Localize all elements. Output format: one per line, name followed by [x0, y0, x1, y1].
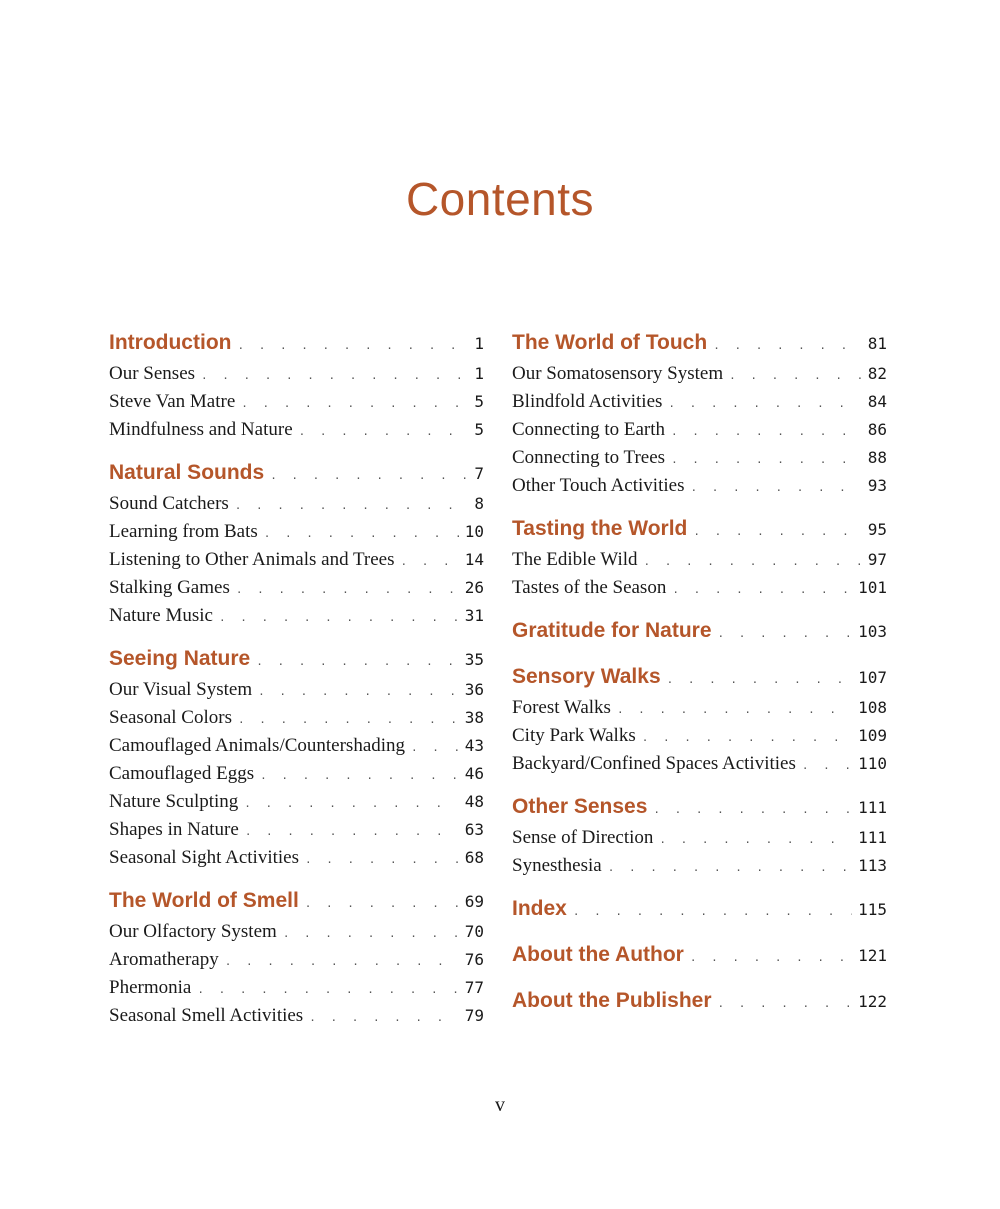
dot-leader — [642, 724, 852, 752]
toc-entry-page-number: 97 — [867, 550, 887, 569]
toc-entry — [109, 918, 484, 946]
toc-entry — [512, 574, 887, 602]
toc-section-heading — [109, 326, 484, 360]
dot-leader — [241, 390, 468, 418]
toc-entry-page-number: 108 — [858, 698, 887, 717]
toc-entry — [109, 760, 484, 788]
dot-leader — [653, 793, 852, 827]
toc-section-heading-page-number: 69 — [464, 892, 484, 911]
toc-entry — [512, 750, 887, 778]
toc-entry-label: Sense of Direction — [512, 827, 654, 848]
toc-section-heading — [512, 512, 887, 546]
dot-leader — [235, 492, 469, 520]
toc-entry — [512, 852, 887, 880]
toc-entry — [109, 518, 484, 546]
dot-leader — [671, 418, 862, 446]
toc-section — [512, 326, 887, 500]
toc-entry-page-number: 48 — [464, 792, 484, 811]
toc-section-heading-page-number: 111 — [858, 798, 887, 817]
toc-entry — [109, 490, 484, 518]
toc-entry-page-number: 68 — [464, 848, 484, 867]
toc-section-heading-label: Sensory Walks — [512, 665, 661, 688]
dot-leader — [411, 734, 459, 762]
toc-section — [512, 790, 887, 880]
toc-section — [512, 984, 887, 1018]
dot-leader — [197, 976, 458, 1004]
toc-entry-label: Stalking Games — [109, 577, 230, 598]
dot-leader — [690, 941, 852, 975]
dot-leader — [718, 617, 853, 651]
toc-section-heading-page-number: 81 — [867, 334, 887, 353]
toc-entry-page-number: 79 — [464, 1006, 484, 1025]
toc-entry-page-number: 5 — [474, 392, 484, 411]
toc-section-heading-label: Natural Sounds — [109, 461, 265, 484]
toc-entry-page-number: 43 — [464, 736, 484, 755]
toc-entry-page-number: 82 — [867, 364, 887, 383]
dot-leader — [299, 418, 469, 446]
toc-section — [512, 938, 887, 972]
toc-entry-label: Tastes of the Season — [512, 577, 667, 598]
dot-leader — [617, 696, 852, 724]
dot-leader — [305, 887, 459, 921]
toc-entry-page-number: 8 — [474, 494, 484, 513]
toc-entry — [512, 444, 887, 472]
toc-entry-label: Our Somatosensory System — [512, 363, 724, 384]
dot-leader — [236, 576, 459, 604]
toc-entry-page-number: 101 — [858, 578, 887, 597]
toc-entry — [109, 946, 484, 974]
dot-leader — [283, 920, 459, 948]
toc-entry-label: Shapes in Nature — [109, 819, 239, 840]
toc-entry-page-number: 93 — [867, 476, 887, 495]
toc-entry-page-number: 46 — [464, 764, 484, 783]
toc-entry — [512, 360, 887, 388]
toc-section — [109, 456, 484, 630]
dot-leader — [659, 826, 852, 854]
toc-entry — [512, 416, 887, 444]
toc-entry — [109, 788, 484, 816]
toc-entry-label: Blindfold Activities — [512, 391, 663, 412]
toc-entry — [109, 816, 484, 844]
toc-entry-label: Our Olfactory System — [109, 921, 277, 942]
toc-entry — [109, 360, 484, 388]
dot-leader — [729, 362, 862, 390]
toc-entry-label: Backyard/Confined Spaces Activities — [512, 753, 796, 774]
dot-leader — [305, 846, 459, 874]
dot-leader — [644, 548, 862, 576]
toc-entry-page-number: 10 — [464, 522, 484, 541]
toc-section-heading-label: Other Senses — [512, 795, 648, 818]
toc-entry — [109, 602, 484, 630]
toc-section-heading — [109, 456, 484, 490]
toc-entry-label: Seasonal Sight Activities — [109, 847, 299, 868]
toc-section — [512, 892, 887, 926]
toc-section-heading-label: Tasting the World — [512, 517, 688, 540]
toc-entry — [109, 704, 484, 732]
toc-entry-page-number: 77 — [464, 978, 484, 997]
toc-section-heading — [512, 614, 887, 648]
toc-section-heading — [512, 326, 887, 360]
toc-entry — [512, 472, 887, 500]
page-title: Contents — [405, 173, 595, 225]
toc-entry-label: Listening to Other Animals and Trees — [109, 549, 395, 570]
toc-entry — [109, 732, 484, 760]
toc-entry — [512, 388, 887, 416]
toc-section-heading-label: The World of Smell — [109, 889, 299, 912]
dot-leader — [671, 446, 862, 474]
toc-entry — [109, 676, 484, 704]
toc-entry-page-number: 86 — [867, 420, 887, 439]
toc-entry-label: Synesthesia — [512, 855, 602, 876]
dot-leader — [401, 548, 459, 576]
toc-entry-label: Sound Catchers — [109, 493, 229, 514]
toc-entry-page-number: 88 — [867, 448, 887, 467]
dot-leader — [713, 329, 862, 363]
toc-section-heading-page-number: 121 — [858, 946, 887, 965]
dot-leader — [309, 1004, 459, 1032]
toc-section — [109, 326, 484, 444]
toc-entry — [109, 388, 484, 416]
toc-section-heading — [512, 938, 887, 972]
toc-section-heading-page-number: 1 — [474, 334, 484, 353]
toc-section — [512, 614, 887, 648]
toc-entry-page-number: 38 — [464, 708, 484, 727]
dot-leader — [264, 520, 459, 548]
toc-section-heading-page-number: 7 — [474, 464, 484, 483]
dot-leader — [802, 752, 852, 780]
toc-column-left — [109, 326, 484, 1042]
toc-section-heading-page-number: 115 — [858, 900, 887, 919]
toc-section — [512, 512, 887, 602]
toc-entry — [109, 416, 484, 444]
toc-entry-page-number: 84 — [867, 392, 887, 411]
toc-section — [109, 642, 484, 872]
dot-leader — [672, 576, 852, 604]
dot-leader — [256, 645, 459, 679]
dot-leader — [260, 762, 459, 790]
toc-entry-label: Our Visual System — [109, 679, 253, 700]
toc-entry-label: Camouflaged Eggs — [109, 763, 255, 784]
toc-entry-page-number: 110 — [858, 754, 887, 773]
toc-section-heading-label: Gratitude for Nature — [512, 619, 712, 642]
dot-leader — [608, 854, 852, 882]
toc-section-heading-label: About the Author — [512, 943, 684, 966]
toc-entry-label: Other Touch Activities — [512, 475, 685, 496]
toc-entry-label: City Park Walks — [512, 725, 636, 746]
toc-section-heading-label: Seeing Nature — [109, 647, 251, 670]
toc-section-heading — [109, 884, 484, 918]
dot-leader — [668, 390, 861, 418]
toc-entry-label: Seasonal Smell Activities — [109, 1005, 304, 1026]
dot-leader — [245, 818, 459, 846]
toc-entry-page-number: 63 — [464, 820, 484, 839]
toc-entry-label: Our Senses — [109, 363, 196, 384]
dot-leader — [573, 895, 852, 929]
toc-entry-label: Connecting to Earth — [512, 419, 666, 440]
toc-section-heading-page-number: 122 — [858, 992, 887, 1011]
toc-entry-label: Connecting to Trees — [512, 447, 666, 468]
toc-section-heading-label: The World of Touch — [512, 331, 708, 354]
dot-leader — [219, 604, 459, 632]
dot-leader — [258, 678, 459, 706]
toc-entry-label: Camouflaged Animals/Countershading — [109, 735, 406, 756]
toc-entry-label: Nature Sculpting — [109, 791, 239, 812]
toc-section-heading — [109, 642, 484, 676]
toc-section-heading-page-number: 107 — [858, 668, 887, 687]
toc-section-heading — [512, 660, 887, 694]
toc-entry — [109, 1002, 484, 1030]
toc-entry-label: Steve Van Matre — [109, 391, 236, 412]
dot-leader — [667, 663, 852, 697]
toc-entry-page-number: 70 — [464, 922, 484, 941]
dot-leader — [270, 459, 468, 493]
toc-section-heading-page-number: 35 — [464, 650, 484, 669]
toc-entry-page-number: 36 — [464, 680, 484, 699]
toc-entry-page-number: 113 — [858, 856, 887, 875]
toc-section-heading-page-number: 103 — [858, 622, 887, 641]
toc-entry-page-number: 31 — [464, 606, 484, 625]
toc-section-heading — [512, 892, 887, 926]
toc-section-heading-page-number: 95 — [867, 520, 887, 539]
toc-section-heading-label: Index — [512, 897, 567, 920]
toc-entry — [109, 546, 484, 574]
dot-leader — [237, 329, 468, 363]
toc-entry — [512, 694, 887, 722]
toc-section — [109, 884, 484, 1030]
dot-leader — [238, 706, 459, 734]
dot-leader — [693, 515, 861, 549]
dot-leader — [718, 987, 853, 1021]
page-number: v — [495, 1094, 505, 1116]
toc-entry-page-number: 1 — [474, 364, 484, 383]
toc-entry-label: Seasonal Colors — [109, 707, 232, 728]
dot-leader — [201, 362, 468, 390]
toc-entry-page-number: 26 — [464, 578, 484, 597]
toc-entry — [512, 722, 887, 750]
toc-entry-page-number: 14 — [464, 550, 484, 569]
dot-leader — [225, 948, 459, 976]
toc-entry-label: The Edible Wild — [512, 549, 638, 570]
toc-entry-label: Phermonia — [109, 977, 192, 998]
toc-section-heading-label: Introduction — [109, 331, 232, 354]
toc-section-heading — [512, 790, 887, 824]
toc-section-heading-label: About the Publisher — [512, 989, 712, 1012]
toc-column-right — [512, 326, 887, 1030]
toc-entry — [109, 574, 484, 602]
toc-entry-label: Aromatherapy — [109, 949, 219, 970]
dot-leader — [690, 474, 861, 502]
toc-entry — [512, 546, 887, 574]
toc-section — [512, 660, 887, 778]
dot-leader — [244, 790, 458, 818]
toc-section-heading — [512, 984, 887, 1018]
toc-entry-label: Nature Music — [109, 605, 213, 626]
toc-entry — [109, 844, 484, 872]
toc-entry-label: Forest Walks — [512, 697, 611, 718]
toc-entry-label: Mindfulness and Nature — [109, 419, 293, 440]
toc-entry — [512, 824, 887, 852]
toc-entry-page-number: 5 — [474, 420, 484, 439]
toc-entry-page-number: 111 — [858, 828, 887, 847]
toc-entry-page-number: 109 — [858, 726, 887, 745]
toc-entry-label: Learning from Bats — [109, 521, 258, 542]
toc-entry — [109, 974, 484, 1002]
toc-entry-page-number: 76 — [464, 950, 484, 969]
